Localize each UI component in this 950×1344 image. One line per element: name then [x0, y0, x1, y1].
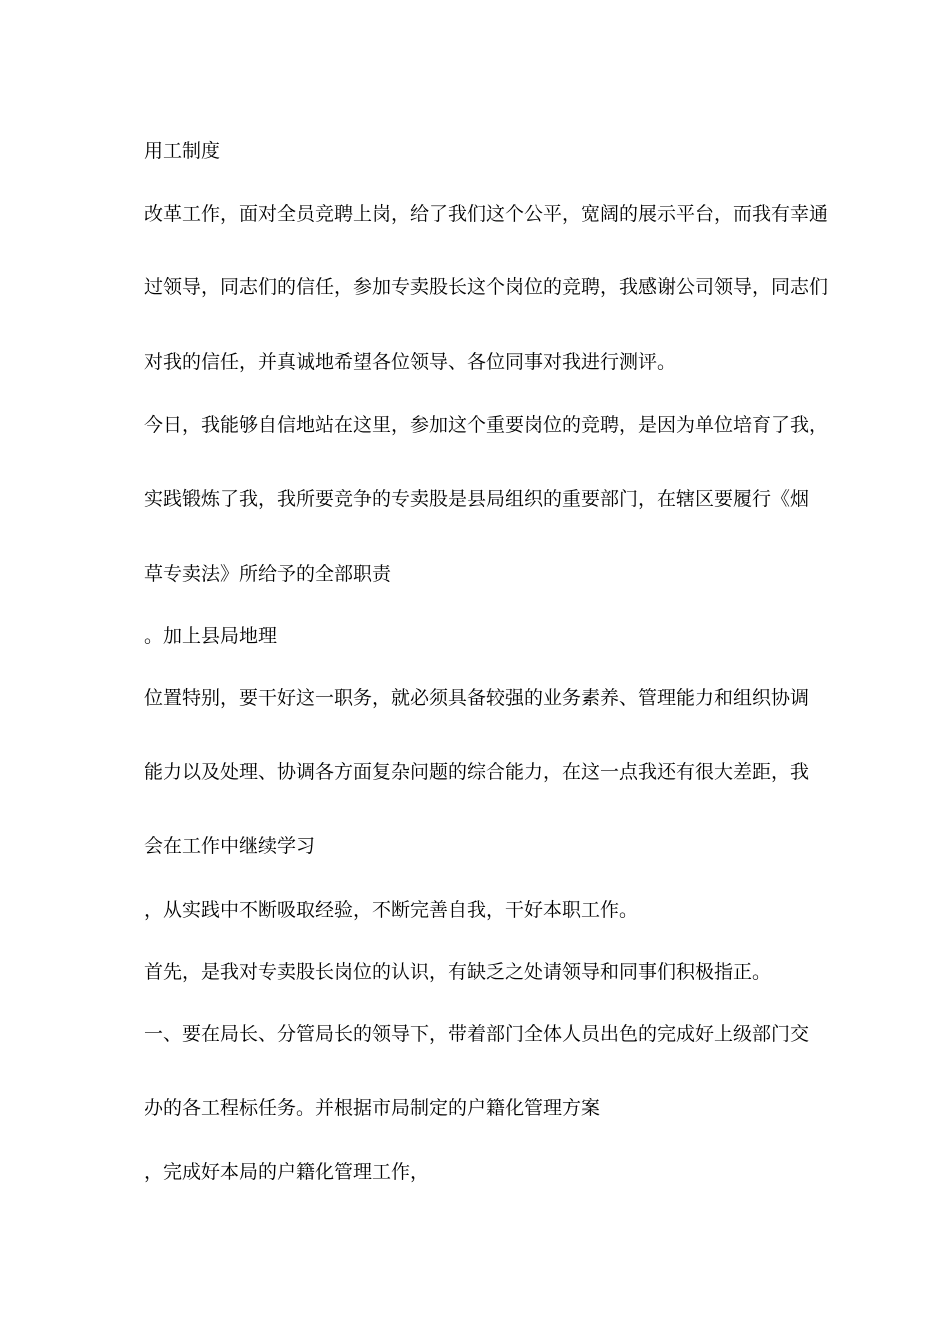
text-line: 一、要在局长、分管局长的领导下，带着部门全体人员出色的完成好上级部门交: [144, 1023, 810, 1045]
text-line: 办的各工程标任务。并根据市局制定的户籍化管理方案: [144, 1097, 601, 1119]
text-line: 位置特别，要干好这一职务，就必须具备较强的业务素养、管理能力和组织协调: [144, 687, 810, 709]
text-line: 实践锻炼了我，我所要竞争的专卖股是县局组织的重要部门，在辖区要履行《烟: [144, 488, 810, 510]
text-line: 会在工作中继续学习: [144, 835, 316, 857]
text-line: 。加上县局地理: [144, 625, 278, 647]
text-line: ，从实践中不断吸取经验，不断完善自我，干好本职工作。: [144, 899, 639, 921]
text-line: 改革工作，面对全员竞聘上岗，给了我们这个公平，宽阔的展示平台，而我有幸通: [144, 203, 829, 225]
text-line: 草专卖法》所给予的全部职责: [144, 563, 392, 585]
text-line: 用工制度: [144, 140, 221, 162]
text-line: 今日，我能够自信地站在这里，参加这个重要岗位的竞聘，是因为单位培育了我，: [144, 414, 829, 436]
text-line: 过领导，同志们的信任，参加专卖股长这个岗位的竞聘，我感谢公司领导，同志们: [144, 276, 829, 298]
text-line: ，完成好本局的户籍化管理工作，: [144, 1161, 430, 1183]
text-line: 对我的信任，并真诚地希望各位领导、各位同事对我进行测评。: [144, 351, 677, 373]
text-line: 首先，是我对专卖股长岗位的认识，有缺乏之处请领导和同事们积极指正。: [144, 961, 772, 983]
text-line: 能力以及处理、协调各方面复杂问题的综合能力，在这一点我还有很大差距，我: [144, 761, 810, 783]
